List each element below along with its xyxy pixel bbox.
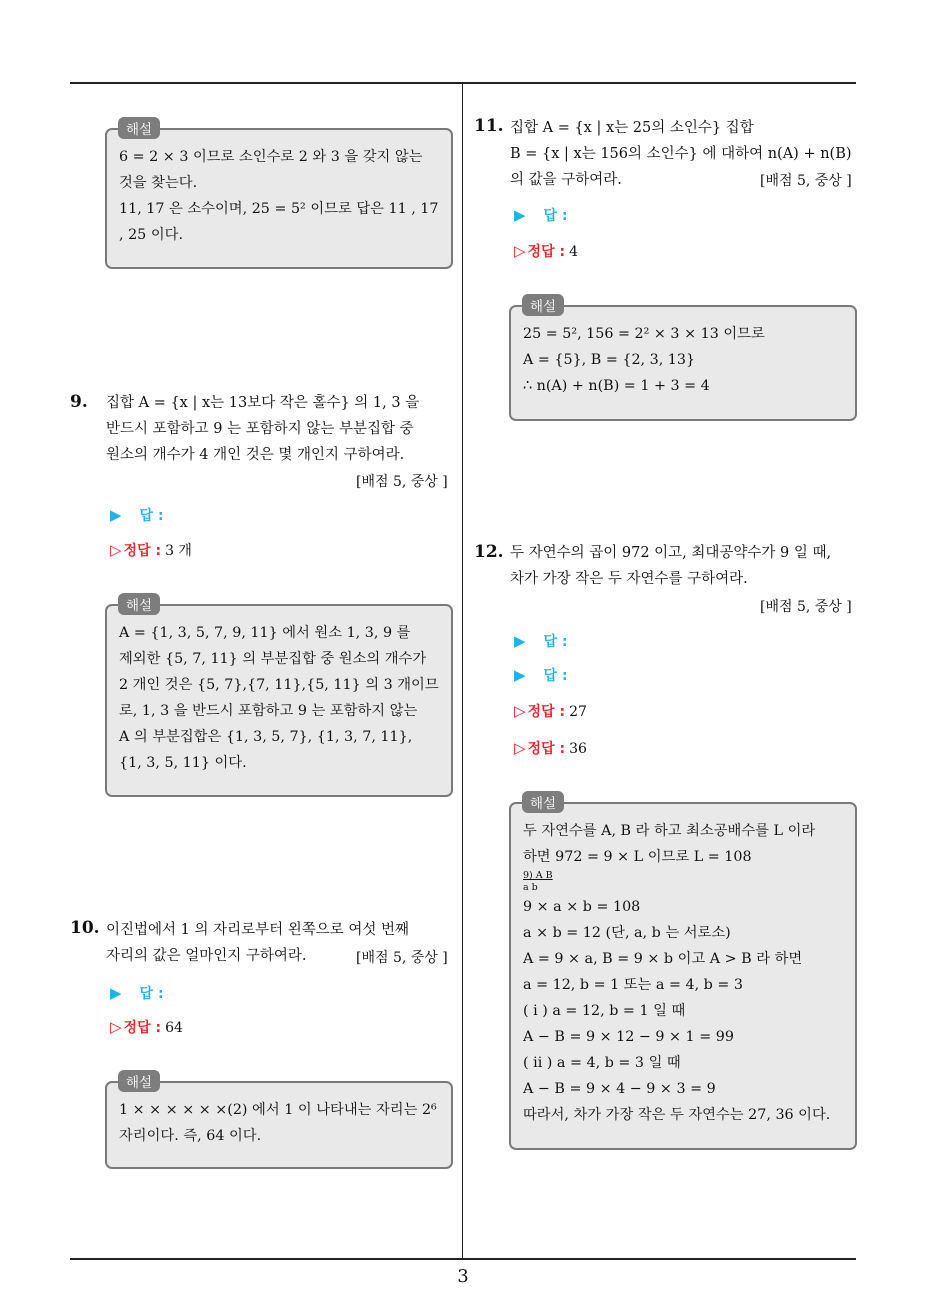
answer-field[interactable] xyxy=(514,205,568,225)
outline-triangle-icon: ▷ xyxy=(514,739,526,757)
score-meta: [배점 5, 중상 ] xyxy=(760,173,852,189)
answer-label: 답 : xyxy=(543,634,568,650)
correct-value: 64 xyxy=(165,1020,183,1036)
question-line: 차가 가장 작은 두 자연수를 구하여라. xyxy=(510,571,748,587)
solution-line: ( i ) a = 12, b = 1 일 때 xyxy=(523,1003,686,1019)
solution-tag: 해설 xyxy=(522,791,564,813)
outline-triangle-icon: ▷ xyxy=(110,541,122,559)
question-number: 9. xyxy=(70,392,88,412)
question-line: 자리의 값은 얼마인지 구하여라. xyxy=(106,948,307,964)
solution-tag: 해설 xyxy=(118,117,160,139)
correct-answer xyxy=(514,738,587,758)
answer-field[interactable] xyxy=(514,631,568,651)
answer-field[interactable] xyxy=(514,665,568,685)
solution-line: A 의 부분집합은 {1, 3, 5, 7}, {1, 3, 7, 11}, xyxy=(119,729,413,745)
question-line: 이진법에서 1 의 자리로부터 왼쪽으로 여섯 번째 xyxy=(106,922,410,938)
question-text xyxy=(510,540,831,592)
solution-line: a × b = 12 (단, a, b 는 서로소) xyxy=(523,925,731,941)
correct-answer xyxy=(514,701,587,721)
score-meta: [배점 5, 중상 ] xyxy=(760,599,852,615)
column-divider xyxy=(462,82,463,1259)
question-number: 11. xyxy=(474,116,504,136)
play-triangle-icon: ▶ xyxy=(110,506,122,524)
outline-triangle-icon: ▷ xyxy=(514,702,526,720)
solution-line: 25 = 5², 156 = 2² × 3 × 13 이므로 xyxy=(523,326,765,342)
solution-line: ∴ n(A) + n(B) = 1 + 3 = 4 xyxy=(523,378,710,394)
solution-line: A − B = 9 × 12 − 9 × 1 = 99 xyxy=(523,1029,734,1045)
correct-value: 4 xyxy=(569,244,578,260)
solution-line: 하면 972 = 9 × L 이므로 L = 108 xyxy=(523,849,752,865)
question-number: 12. xyxy=(474,542,504,562)
solution-line: A = 9 × a, B = 9 × b 이고 A > B 라 하면 xyxy=(523,951,803,967)
question-line: 반드시 포함하고 9 는 포함하지 않는 부분집합 중 xyxy=(106,421,414,437)
play-triangle-icon: ▶ xyxy=(514,206,526,224)
correct-value: 36 xyxy=(569,741,587,757)
play-triangle-icon: ▶ xyxy=(514,666,526,684)
play-triangle-icon: ▶ xyxy=(514,632,526,650)
question-line: 집합 A = {x | x는 13보다 작은 홀수} 의 1, 3 을 xyxy=(106,395,420,411)
solution-box-q11 xyxy=(509,305,857,421)
correct-answer xyxy=(110,1017,183,1037)
division-line: a b xyxy=(523,882,538,893)
solution-box-q12 xyxy=(509,802,857,1150)
solution-line: A − B = 9 × 4 − 9 × 3 = 9 xyxy=(523,1081,716,1097)
solution-line: a = 12, b = 1 또는 a = 4, b = 3 xyxy=(523,977,743,993)
solution-box-q8 xyxy=(105,128,453,269)
question-line: 집합 A = {x | x는 25의 소인수} 집합 xyxy=(510,120,754,136)
solution-line: 것을 찾는다. xyxy=(119,175,198,191)
outline-triangle-icon: ▷ xyxy=(110,1018,122,1036)
answer-label: 답 : xyxy=(139,986,164,1002)
correct-value: 27 xyxy=(569,704,587,720)
correct-answer xyxy=(110,540,192,560)
solution-line: 11, 17 은 소수이며, 25 = 5² 이므로 답은 11 , 17 xyxy=(119,201,439,217)
solution-line: 두 자연수를 A, B 라 하고 최소공배수를 L 이라 xyxy=(523,823,816,839)
question-number: 10. xyxy=(70,918,100,938)
score-meta: [배점 5, 중상 ] xyxy=(356,950,448,966)
solution-line: 1 × × × × × ×(2) 에서 1 이 나타내는 자리는 2⁶ xyxy=(119,1102,437,1118)
solution-line: A = {5}, B = {2, 3, 13} xyxy=(523,352,696,368)
question-text xyxy=(106,390,419,468)
division-line: 9) A B xyxy=(523,870,553,881)
solution-line: 2 개인 것은 {5, 7},{7, 11},{5, 11} 의 3 개이므 xyxy=(119,677,439,693)
solution-line: , 25 이다. xyxy=(119,227,183,243)
solution-box-q9 xyxy=(105,604,453,797)
answer-label: 답 : xyxy=(543,668,568,684)
correct-label: 정답 : xyxy=(527,244,566,260)
score-meta: [배점 5, 중상 ] xyxy=(356,474,448,490)
solution-tag: 해설 xyxy=(522,294,564,316)
solution-tag: 해설 xyxy=(118,1070,160,1092)
question-line: 의 값을 구하여라. xyxy=(510,172,622,188)
solution-line: 9 × a × b = 108 xyxy=(523,899,641,915)
solution-tag: 해설 xyxy=(118,593,160,615)
correct-label: 정답 : xyxy=(527,741,566,757)
page-number: 3 xyxy=(457,1266,469,1287)
answer-field[interactable] xyxy=(110,505,164,525)
correct-label: 정답 : xyxy=(527,704,566,720)
outline-triangle-icon: ▷ xyxy=(514,242,526,260)
correct-label: 정답 : xyxy=(123,1020,162,1036)
solution-line: 따라서, 차가 가장 작은 두 자연수는 27, 36 이다. xyxy=(523,1107,831,1123)
solution-line: 제외한 {5, 7, 11} 의 부분집합 중 원소의 개수가 xyxy=(119,651,427,667)
solution-line: {1, 3, 5, 11} 이다. xyxy=(119,755,247,771)
answer-label: 답 : xyxy=(543,208,568,224)
solution-line: ( ii ) a = 4, b = 3 일 때 xyxy=(523,1055,681,1071)
question-line: 원소의 개수가 4 개인 것은 몇 개인지 구하여라. xyxy=(106,447,405,463)
question-line: B = {x | x는 156의 소인수} 에 대하여 n(A) + n(B) xyxy=(510,146,852,162)
solution-box-q10 xyxy=(105,1081,453,1169)
correct-value: 3 개 xyxy=(165,543,192,559)
answer-field[interactable] xyxy=(110,983,164,1003)
solution-line: 자리이다. 즉, 64 이다. xyxy=(119,1128,262,1144)
solution-line: 로, 1, 3 을 반드시 포함하고 9 는 포함하지 않는 xyxy=(119,703,418,719)
correct-answer xyxy=(514,241,578,261)
play-triangle-icon: ▶ xyxy=(110,984,122,1002)
question-line: 두 자연수의 곱이 972 이고, 최대공약수가 9 일 때, xyxy=(510,545,832,561)
bottom-rule xyxy=(70,1258,856,1260)
answer-label: 답 : xyxy=(139,508,164,524)
correct-label: 정답 : xyxy=(123,543,162,559)
solution-line: A = {1, 3, 5, 7, 9, 11} 에서 원소 1, 3, 9 를 xyxy=(119,625,411,641)
solution-line: 6 = 2 × 3 이므로 소인수로 2 와 3 을 갖지 않는 xyxy=(119,149,423,165)
